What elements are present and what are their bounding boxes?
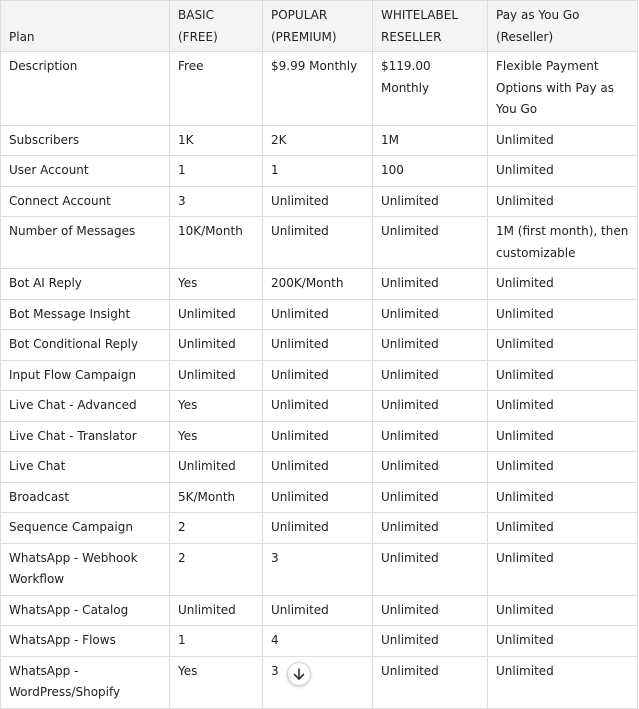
plan-value-cell: 5K/Month bbox=[170, 482, 263, 513]
table-row bbox=[1, 452, 638, 483]
plan-value-cell: Unlimited bbox=[263, 186, 373, 217]
plan-value-cell: Unlimited bbox=[170, 452, 263, 483]
plan-value-cell: Unlimited bbox=[263, 421, 373, 452]
plan-value-cell: Unlimited bbox=[373, 421, 488, 452]
feature-name-cell: Live Chat - Translator bbox=[1, 421, 170, 452]
feature-name-cell: Bot Message Insight bbox=[1, 299, 170, 330]
plan-value-cell: Unlimited bbox=[373, 391, 488, 422]
table-row bbox=[1, 482, 638, 513]
feature-name-cell: User Account bbox=[1, 156, 170, 187]
plan-value-cell: Unlimited bbox=[263, 330, 373, 361]
plan-value-cell: 2 bbox=[170, 513, 263, 544]
feature-name-cell: Live Chat - Advanced bbox=[1, 391, 170, 422]
table-body bbox=[1, 52, 638, 709]
table-row bbox=[1, 595, 638, 626]
arrow-down-icon bbox=[292, 667, 306, 681]
plan-value-cell: Free bbox=[170, 52, 263, 126]
plan-value-cell: Unlimited bbox=[373, 513, 488, 544]
plan-value-cell: Unlimited bbox=[488, 156, 638, 187]
plan-value-cell: Unlimited bbox=[373, 595, 488, 626]
column-header-line: (FREE) bbox=[178, 29, 218, 44]
plan-value-cell: 100 bbox=[373, 156, 488, 187]
plan-value-cell: Unlimited bbox=[488, 543, 638, 595]
feature-name-cell: Sequence Campaign bbox=[1, 513, 170, 544]
table-row bbox=[1, 125, 638, 156]
column-header-line: BASIC bbox=[178, 8, 214, 22]
feature-name-cell: Broadcast bbox=[1, 482, 170, 513]
plan-value-cell: Yes bbox=[170, 269, 263, 300]
plan-value-cell: Unlimited bbox=[170, 360, 263, 391]
table-row bbox=[1, 513, 638, 544]
plan-value-cell: Unlimited bbox=[263, 299, 373, 330]
plan-value-cell: 2 bbox=[170, 543, 263, 595]
feature-name-cell: WhatsApp - WordPress/Shopify bbox=[1, 656, 170, 708]
feature-name-cell: Description bbox=[1, 52, 170, 126]
table-row bbox=[1, 269, 638, 300]
plan-value-cell: Unlimited bbox=[373, 543, 488, 595]
plan-value-cell: 200K/Month bbox=[263, 269, 373, 300]
plan-value-cell: Unlimited bbox=[488, 656, 638, 708]
table-row bbox=[1, 330, 638, 361]
plan-value-cell: Unlimited bbox=[373, 482, 488, 513]
column-header-line: Plan bbox=[9, 29, 35, 44]
column-header-line: (Reseller) bbox=[496, 29, 554, 44]
header-pay-as-you-go bbox=[488, 1, 638, 52]
plan-value-cell: 2K bbox=[263, 125, 373, 156]
plan-value-cell: Unlimited bbox=[263, 513, 373, 544]
plan-value-cell: Unlimited bbox=[373, 299, 488, 330]
table-row bbox=[1, 543, 638, 595]
plan-value-cell: 3 bbox=[170, 186, 263, 217]
feature-name-cell: WhatsApp - Webhook Workflow bbox=[1, 543, 170, 595]
feature-name-cell: WhatsApp - Catalog bbox=[1, 595, 170, 626]
plan-value-cell: Unlimited bbox=[373, 360, 488, 391]
plan-value-cell: Yes bbox=[170, 421, 263, 452]
plan-value-cell: 1 bbox=[170, 626, 263, 657]
plan-value-cell: 1K bbox=[170, 125, 263, 156]
feature-name-cell: Input Flow Campaign bbox=[1, 360, 170, 391]
table-row bbox=[1, 52, 638, 126]
plan-value-cell: Unlimited bbox=[263, 595, 373, 626]
plan-value-cell: Unlimited bbox=[373, 186, 488, 217]
plan-value-cell: Unlimited bbox=[373, 656, 488, 708]
feature-name-cell: WhatsApp - Flows bbox=[1, 626, 170, 657]
header-basic-free bbox=[170, 1, 263, 52]
header-whitelabel-reseller bbox=[373, 1, 488, 52]
plan-value-cell: Unlimited bbox=[488, 482, 638, 513]
plan-value-cell: $119.00 Monthly bbox=[373, 52, 488, 126]
table-row bbox=[1, 156, 638, 187]
table-row bbox=[1, 391, 638, 422]
plan-value-cell: Unlimited bbox=[263, 482, 373, 513]
plan-value-cell: Unlimited bbox=[263, 360, 373, 391]
table-row bbox=[1, 186, 638, 217]
plan-value-cell: Unlimited bbox=[373, 452, 488, 483]
header-popular-premium bbox=[263, 1, 373, 52]
plan-value-cell: 1M (first month), then customizable bbox=[488, 217, 638, 269]
plan-value-cell: Unlimited bbox=[488, 595, 638, 626]
plan-value-cell: Unlimited bbox=[373, 217, 488, 269]
plan-value-cell: Yes bbox=[170, 391, 263, 422]
plan-value-cell: Unlimited bbox=[488, 452, 638, 483]
table-header-row bbox=[1, 1, 638, 52]
plan-value-cell: Unlimited bbox=[488, 125, 638, 156]
feature-name-cell: Number of Messages bbox=[1, 217, 170, 269]
plan-value-cell: Yes bbox=[170, 656, 263, 708]
column-header-line: RESELLER bbox=[381, 29, 442, 44]
plan-value-cell: Unlimited bbox=[373, 626, 488, 657]
plan-value-cell: Unlimited bbox=[263, 217, 373, 269]
table-row bbox=[1, 360, 638, 391]
plan-value-cell: 1 bbox=[263, 156, 373, 187]
feature-name-cell: Connect Account bbox=[1, 186, 170, 217]
plan-value-cell: Unlimited bbox=[373, 269, 488, 300]
column-header-line: Pay as You Go bbox=[496, 8, 580, 22]
feature-name-cell: Bot Conditional Reply bbox=[1, 330, 170, 361]
plan-value-cell: Unlimited bbox=[263, 391, 373, 422]
plan-value-cell: Flexible Payment Options with Pay as You Go bbox=[488, 52, 638, 126]
plan-value-cell: Unlimited bbox=[488, 186, 638, 217]
plan-value-cell: 3 bbox=[263, 543, 373, 595]
plan-value-cell: Unlimited bbox=[488, 391, 638, 422]
plan-value-cell: Unlimited bbox=[263, 452, 373, 483]
column-header-line: WHITELABEL bbox=[381, 8, 459, 22]
table-row bbox=[1, 656, 638, 708]
plan-value-cell: 1M bbox=[373, 125, 488, 156]
scroll-down-button[interactable] bbox=[287, 662, 311, 686]
plan-value-cell: Unlimited bbox=[488, 330, 638, 361]
plan-value-cell: 4 bbox=[263, 626, 373, 657]
plan-value-cell: Unlimited bbox=[488, 299, 638, 330]
plan-value-cell: Unlimited bbox=[170, 595, 263, 626]
column-header-line: (PREMIUM) bbox=[271, 29, 337, 44]
feature-name-cell: Bot AI Reply bbox=[1, 269, 170, 300]
table-row bbox=[1, 299, 638, 330]
plan-value-cell: Unlimited bbox=[488, 360, 638, 391]
plan-value-cell: Unlimited bbox=[170, 299, 263, 330]
plan-value-cell: Unlimited bbox=[488, 421, 638, 452]
column-header-line: POPULAR bbox=[271, 8, 328, 22]
table-row bbox=[1, 626, 638, 657]
plan-value-cell: Unlimited bbox=[488, 513, 638, 544]
plan-value-cell: Unlimited bbox=[488, 269, 638, 300]
plan-value-cell: $9.99 Monthly bbox=[263, 52, 373, 126]
plan-value-cell: Unlimited bbox=[373, 330, 488, 361]
feature-name-cell: Live Chat bbox=[1, 452, 170, 483]
plan-value-cell: 10K/Month bbox=[170, 217, 263, 269]
plan-value-cell: Unlimited bbox=[170, 330, 263, 361]
header-plan bbox=[1, 1, 170, 52]
table-row bbox=[1, 217, 638, 269]
feature-name-cell: Subscribers bbox=[1, 125, 170, 156]
plan-value-cell: Unlimited bbox=[488, 626, 638, 657]
table-row bbox=[1, 421, 638, 452]
plan-value-cell: 3 bbox=[263, 656, 373, 708]
plan-value-cell: 1 bbox=[170, 156, 263, 187]
